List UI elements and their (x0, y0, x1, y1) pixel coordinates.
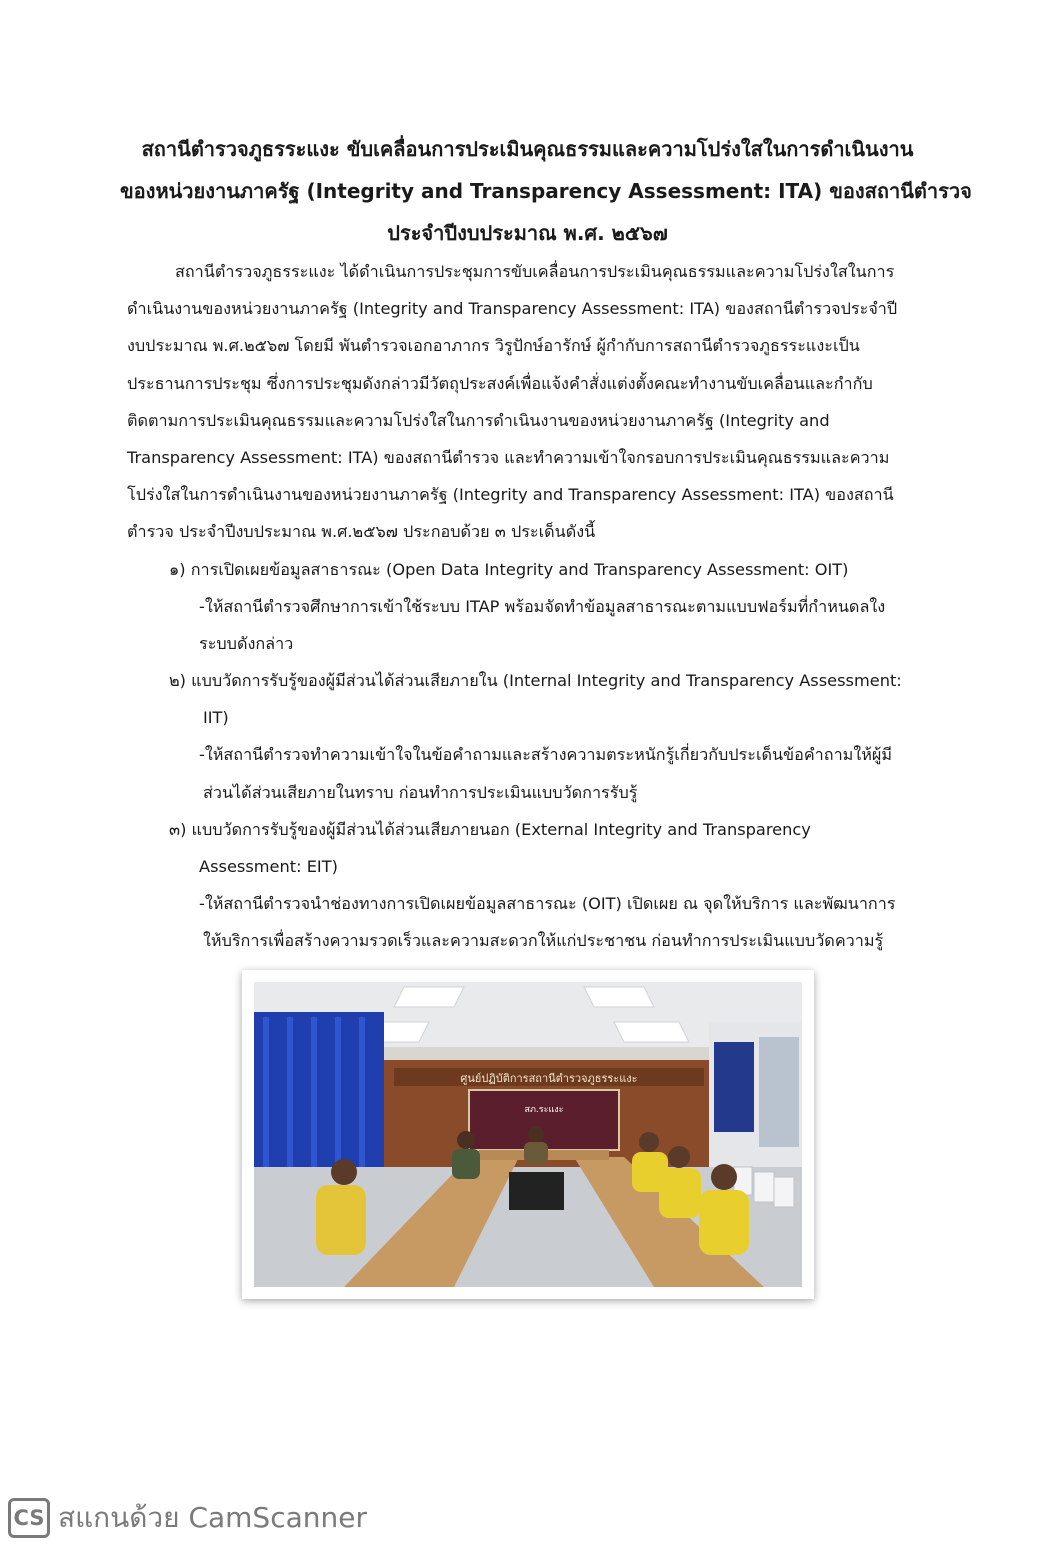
item-3-heading-cont: Assessment: EIT) (199, 857, 338, 876)
title-line-2: ของหน่วยงานภาครัฐ (Integrity and Transparency Assessment: ITA) ของสถานีตำรวจ (120, 179, 972, 203)
watermark-text: สแกนด้วย CamScanner (58, 1501, 367, 1534)
body-line: ประธานการประชุม ซึ่งการประชุมดังกล่าวมีวัตถุประสงค์เพื่อแจ้งคำสั่งแต่งตั้งคณะทำงานขับเคลื่อนและกำกับ (127, 373, 873, 393)
banner-text: ศูนย์ปฏิบัติการสถานีตำรวจภูธรระแงะ (460, 1072, 638, 1085)
item-1-detail: -ให้สถานีตำรวจศึกษาการเข้าใช้ระบบ ITAP พร้อมจัดทำข้อมูลสาธารณะตามแบบฟอร์มที่กำหนดลใง (199, 596, 886, 616)
item-1-heading: ๑) การเปิดเผยข้อมูลสาธารณะ (Open Data Integrity and Transparency Assessment: OIT) (169, 559, 849, 579)
item-2-detail: ส่วนได้ส่วนเสียภายในทราบ ก่อนทำการประเมินแบบวัดการรับรู้ (203, 782, 638, 802)
body-line: Transparency Assessment: ITA) ของสถานีตำรวจ และทำความเข้าใจกรอบการประเมินคุณธรรมและความ (127, 447, 890, 467)
document-title (120, 128, 972, 254)
title-line-3: ประจำปีงบประมาณ พ.ศ. ๒๕๖๗ (387, 221, 668, 245)
screen-text: สภ.ระแงะ (524, 1105, 564, 1115)
body-line: ดำเนินงานของหน่วยงานภาครัฐ (Integrity and Transparency Assessment: ITA) ของสถานีตำรวจประจำปี (127, 299, 898, 319)
item-3-detail: ให้บริการเพื่อสร้างความรวดเร็วและความสะดวกให้แก่ประชาชน ก่อนทำการประเมินแบบวัดความรู้ (203, 931, 884, 951)
item-3-heading: ๓) แบบวัดการรับรู้ของผู้มีส่วนได้ส่วนเสียภายนอก (External Integrity and Transparency (169, 819, 811, 839)
item-2-heading: ๒) แบบวัดการรับรู้ของผู้มีส่วนได้ส่วนเสียภายใน (Internal Integrity and Transparency Assessment: (169, 671, 902, 691)
body-line: ตำรวจ ประจำปีงบประมาณ พ.ศ.๒๕๖๗ ประกอบด้วย ๓ ประเด็นดังนี้ (127, 522, 596, 542)
body-line: สถานีตำรวจภูธรระแงะ ได้ดำเนินการประชุมการขับเคลื่อนการประเมินคุณธรรมและความโปร่งใสในการ (175, 262, 895, 281)
item-1-detail: ระบบดังกล่าว (199, 633, 294, 653)
body-line: ติดตามการประเมินคุณธรรมและความโปร่งใสในการดำเนินงานของหน่วยงานภาครัฐ (Integrity and (127, 410, 830, 430)
meeting-photo (242, 970, 814, 1299)
item-3-detail: -ให้สถานีตำรวจนำช่องทางการเปิดเผยข้อมูลสาธารณะ (OIT) เปิดเผย ณ จุดให้บริการ และพัฒนาการ (199, 894, 896, 914)
camscanner-logo: CS (8, 1498, 50, 1538)
item-2-detail: -ให้สถานีตำรวจทำความเข้าใจในข้อคำถามและสร้างความตระหนักรู้เกี่ยวกับประเด็นข้อคำถามให้ผู้มี (199, 745, 893, 765)
body-line: โปร่งใสในการดำเนินงานของหน่วยงานภาครัฐ (Integrity and Transparency Assessment: ITA) ของสถานี (127, 485, 894, 505)
document-body (127, 253, 927, 960)
meeting-room-illustration (254, 982, 802, 1287)
item-2-heading-cont: IIT) (203, 708, 229, 728)
title-line-1: สถานีตำรวจภูธรระแงะ ขับเคลื่อนการประเมินคุณธรรมและความโปร่งใสในการดำเนินงาน (141, 137, 914, 161)
body-line: งบประมาณ พ.ศ.๒๕๖๗ โดยมี พันตำรวจเอกอาภากร วิรูปักษ์อารักษ์ ผู้กำกับการสถานีตำรวจภูธรระแงะเป็น (127, 336, 860, 356)
camscanner-watermark (8, 1496, 367, 1540)
